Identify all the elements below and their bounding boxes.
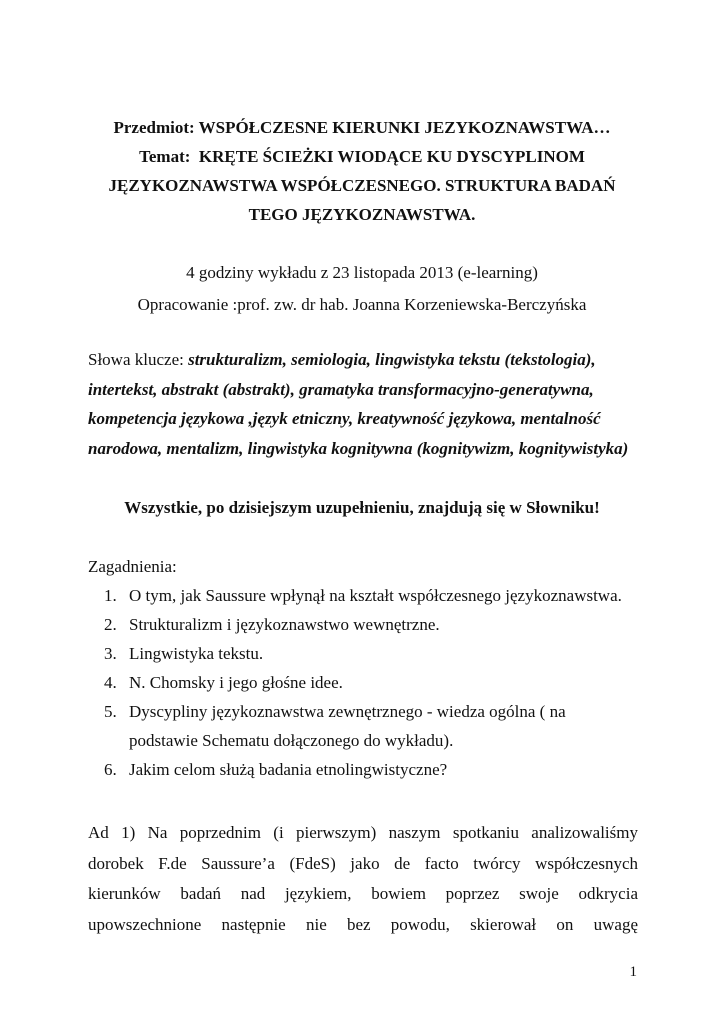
topic-line-2: JĘZYKOZNAWSTWA WSPÓŁCZESNEGO. STRUKTURA BADAŃ: [108, 176, 616, 195]
issues-title: Zagadnienia:: [88, 557, 177, 576]
paragraph-line-2: dorobek F.de Saussure’a (FdeS) jako de facto twórcy współczesnych: [88, 853, 638, 873]
topic-line-3: TEGO JĘZYKOZNAWSTWA.: [248, 205, 476, 224]
list-item: 3. Lingwistyka tekstu.: [104, 644, 264, 663]
list-item: podstawie Schematu dołączonego do wykładu).: [129, 731, 454, 750]
page-number: 1: [629, 964, 637, 980]
keywords-line-1: [88, 345, 648, 375]
topic-line-1: KRĘTE ŚCIEŻKI WIODĄCE KU DYSCYPLINOM: [198, 147, 585, 166]
keywords-text-2: intertekst, abstrakt (abstrakt), gramatyka transformacyjno-generatywna,: [88, 379, 594, 399]
subject-value: WSPÓŁCZESNE KIERUNKI JEZYKOZNAWSTWA…: [198, 118, 611, 137]
paragraph-line-1: Ad 1) Na poprzednim (i pierwszym) naszym spotkaniu analizowaliśmy: [88, 823, 638, 842]
subject-line: [80, 113, 644, 142]
list-item: 1. O tym, jak Saussure wpłynął na kształt współczesnego językoznawstwa.: [104, 586, 622, 605]
ad-1-paragraph: [88, 818, 638, 940]
keywords-label: Słowa klucze:: [88, 350, 184, 369]
list-item: 5. Dyscypliny językoznawstwa zewnętrznego - wiedza ogólna ( na: [104, 702, 566, 721]
subject-label: Przedmiot:: [113, 118, 195, 137]
paragraph-line-3: kierunków badań nad językiem, bowiem poprzez swoje odkrycia: [88, 884, 638, 903]
list-item: 2. Strukturalizm i językoznawstwo wewnętrzne.: [104, 615, 440, 634]
issues-list: [88, 581, 648, 784]
document-header: [80, 113, 644, 229]
topic-label: Temat:: [139, 147, 191, 166]
keywords-text-3: kompetencja językowa ,język etniczny, kreatywność językowa, mentalność: [88, 409, 601, 428]
keywords-text-4: narodowa, mentalizm, lingwistyka kognitywna (kognitywizm, kognitywistyka): [88, 438, 629, 458]
topic-line: [80, 142, 644, 171]
list-item: 6. Jakim celom służą badania etnolingwistyczne?: [104, 760, 448, 779]
list-item: 4. N. Chomsky i jego głośne idee.: [104, 673, 343, 692]
keywords-block: [88, 345, 648, 463]
paragraph-line-4: upowszechnione następnie nie bez powodu, skierował on uwagę: [88, 914, 638, 934]
lecture-meta: [80, 257, 644, 321]
keywords-text-1: strukturalizm, semiologia, lingwistyka tekstu (tekstologia),: [188, 350, 596, 369]
lecture-info: 4 godziny wykładu z 23 listopada 2013 (e-learning): [186, 263, 538, 282]
dictionary-note: Wszystkie, po dzisiejszym uzupełnieniu, znajdują się w Słowniku!: [124, 498, 600, 517]
lecture-author: Opracowanie :prof. zw. dr hab. Joanna Korzeniewska-Berczyńska: [137, 295, 587, 314]
